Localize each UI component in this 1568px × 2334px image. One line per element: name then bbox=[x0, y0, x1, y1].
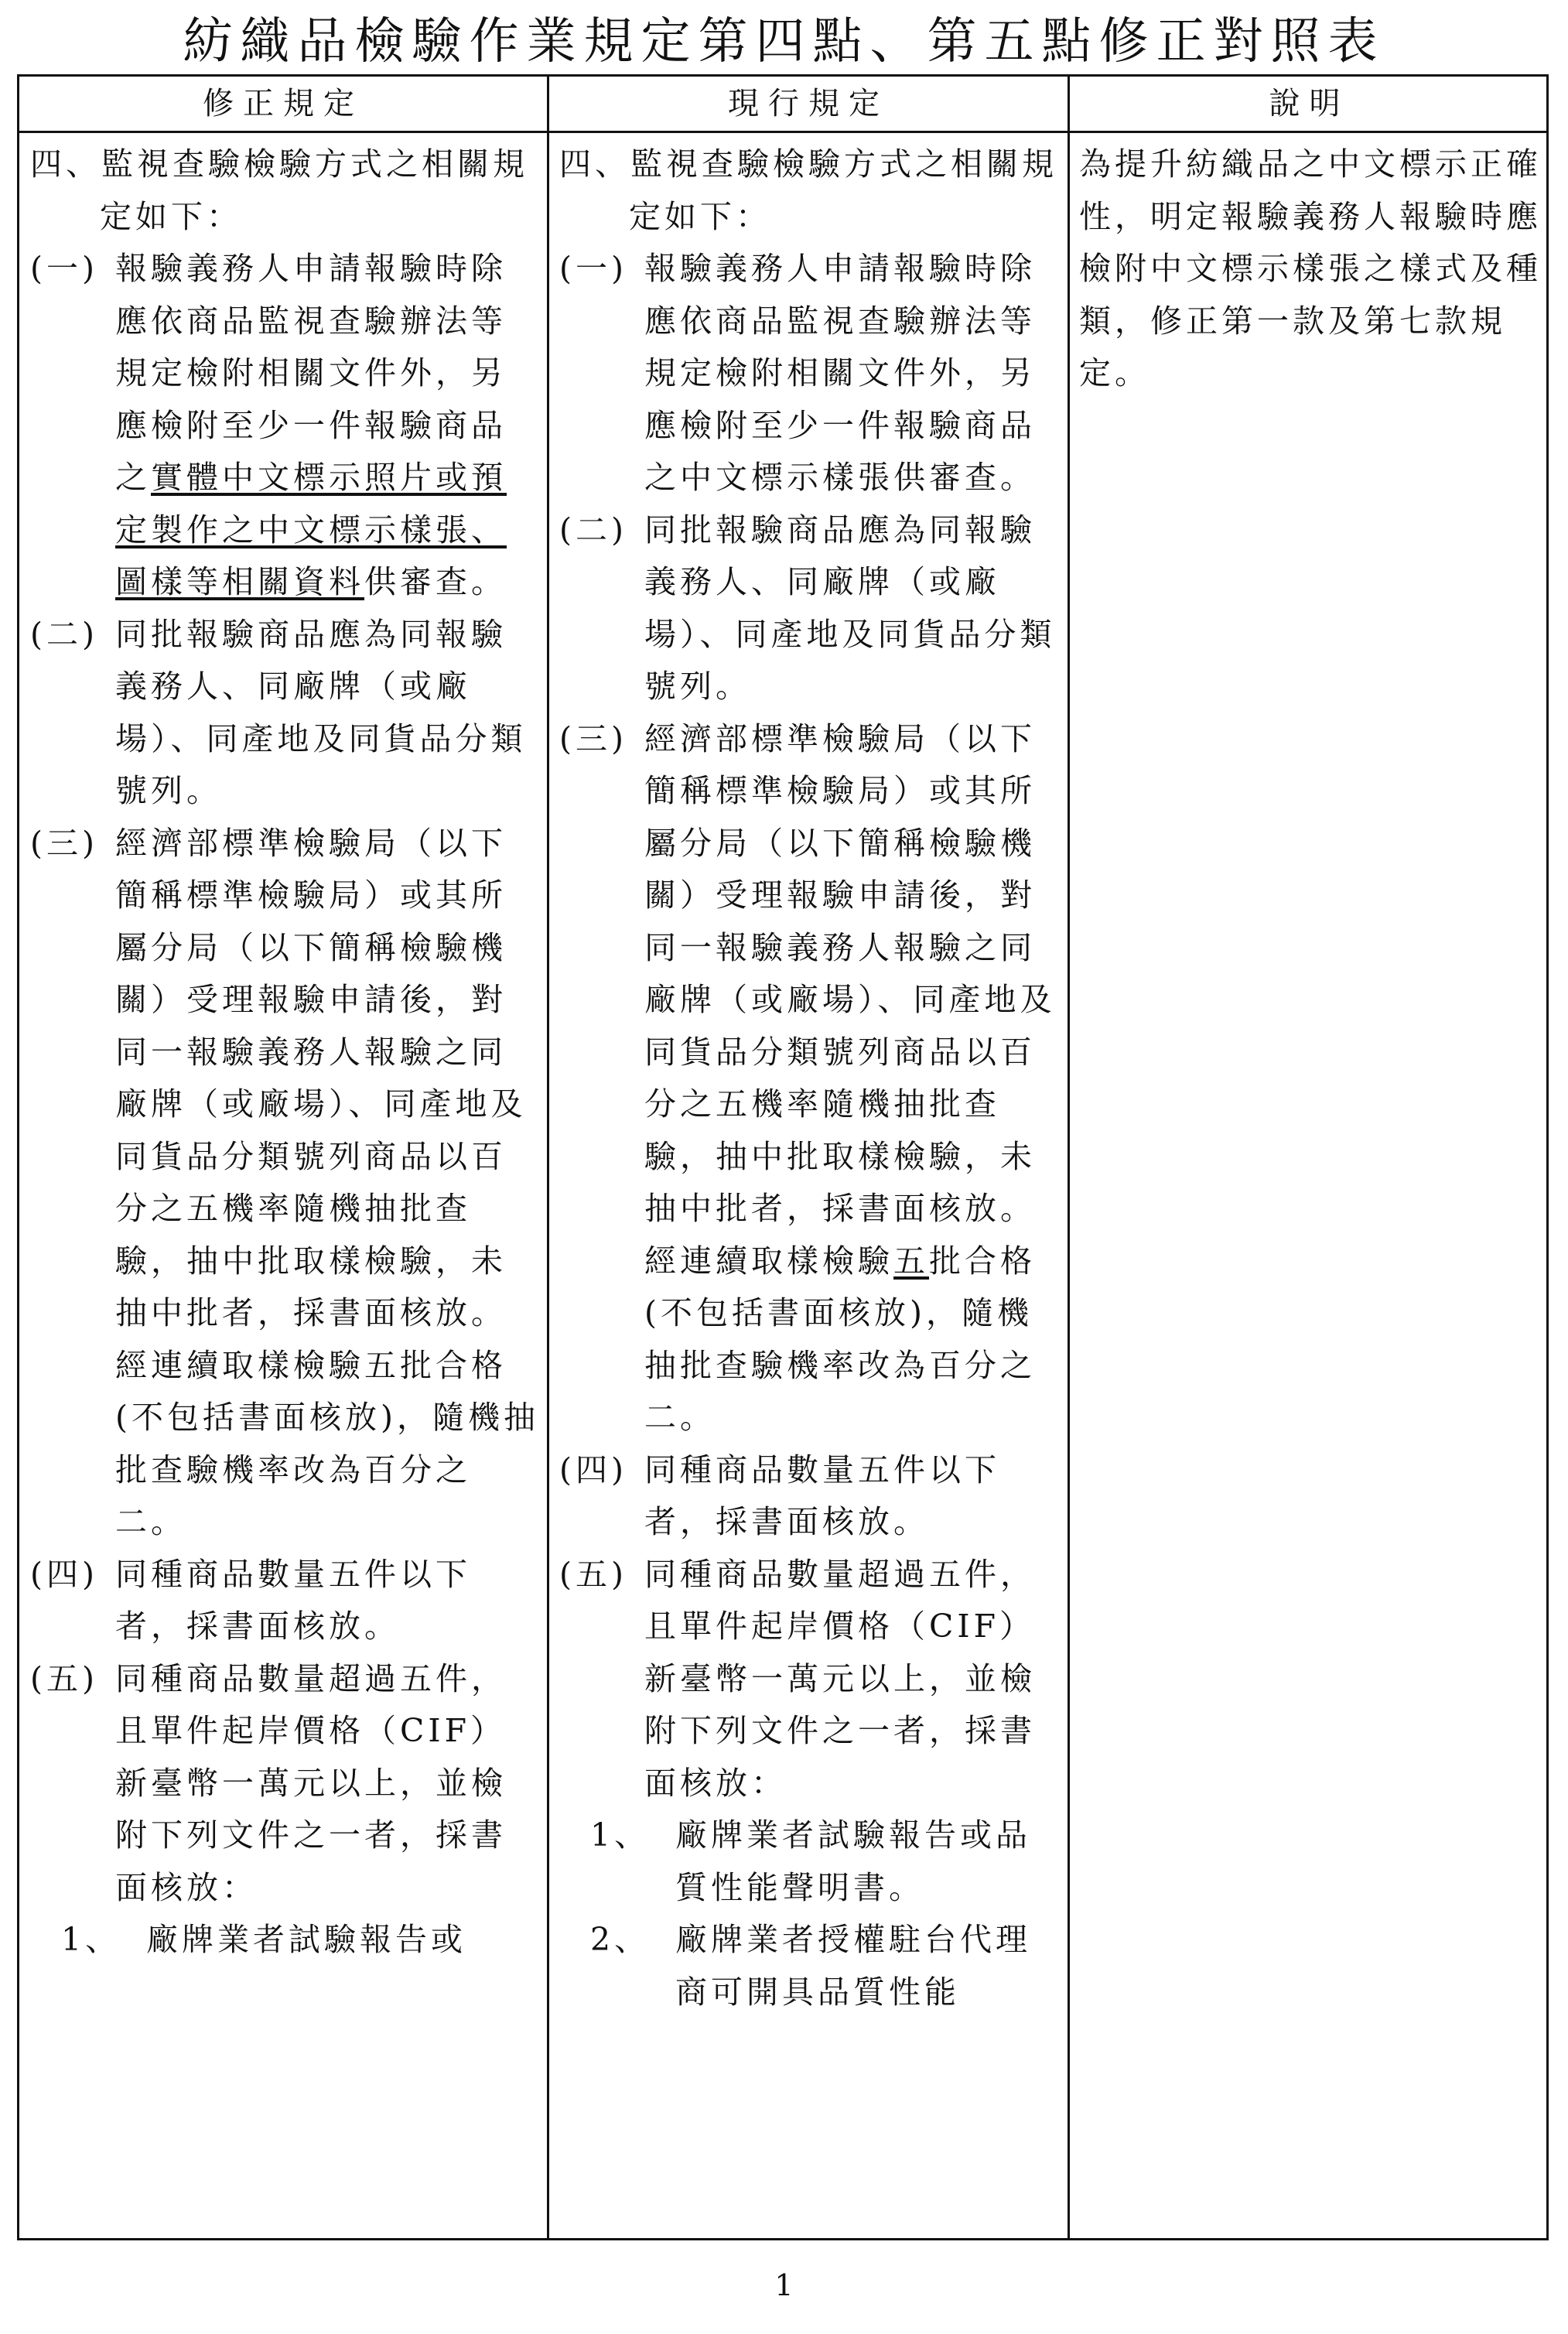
header-amended: 修正規定 bbox=[203, 86, 364, 121]
amended-text: 五 bbox=[893, 1242, 929, 1280]
list-item bbox=[559, 1914, 1061, 2018]
list-item bbox=[30, 818, 541, 1549]
list-item-text: 同種商品數量超過五件，且單件起岸價格（CIF）新臺幣一萬元以上，並檢附下列文件之一者，採書面核放： bbox=[115, 1659, 507, 1906]
list-item-marker: (四) bbox=[30, 1555, 98, 1593]
list-item-text: 同種商品數量五件以下者，採書面核放。 bbox=[115, 1555, 471, 1645]
list-item-marker: 1、 bbox=[590, 1816, 651, 1854]
list-item-text: 報驗義務人申請報驗時除應依商品監視查驗辦法等規定檢附相關文件外，另應檢附至少一件報驗商品之 bbox=[115, 250, 507, 496]
list-item-text: 經濟部標準檢驗局（以下簡稱標準檢驗局）或其所屬分局（以下簡稱檢驗機關）受理報驗申請後，對同一報驗義務人報驗之同廠牌（或廠場）、同產地及同貨品分類號列商品以百分之五機率隨機抽批查驗，抽中批取樣檢驗，未抽中批者，採書面核放。經連續取樣檢驗五批合格(不包括書面核放)，隨機抽批查驗機率改為百分之二。 bbox=[115, 824, 539, 1540]
list-item-marker: (二) bbox=[559, 511, 627, 548]
list-item bbox=[559, 713, 1061, 1444]
amended-column bbox=[30, 138, 541, 1967]
list-item-text: 經濟部標準檢驗局（以下簡稱標準檢驗局）或其所屬分局（以下簡稱檢驗機關）受理報驗申請後，對同一報驗義務人報驗之同廠牌（或廠場）、同產地及同貨品分類號列商品以百分之五機率隨機抽批查驗，抽中批取樣檢驗，未抽中批者，採書面核放。經連續取樣檢驗 bbox=[644, 719, 1056, 1280]
list-item-text: 廠牌業者授權駐台代理商可開具品質性能 bbox=[675, 1921, 1031, 2011]
list-item-marker: (五) bbox=[559, 1555, 627, 1593]
list-item-text: 同批報驗商品應為同報驗義務人、同廠牌（或廠場）、同產地及同貨品分類號列。 bbox=[115, 615, 527, 809]
list-item-text: 廠牌業者試驗報告或 bbox=[146, 1921, 466, 1958]
clause-heading: 四、監視查驗檢驗方式之相關規定如下： bbox=[559, 145, 1057, 235]
list-item bbox=[559, 243, 1061, 504]
explanation-text: 為提升紡織品之中文標示正確性，明定報驗義務人報驗時應檢附中文標示樣張之樣式及種類，修正第一款及第七款規定。 bbox=[1079, 145, 1542, 391]
header-current: 現行規定 bbox=[728, 86, 889, 121]
amended-text: 實體中文標示照片或預定製作之中文標示樣張、圖樣等相關資料 bbox=[115, 459, 507, 600]
list-item-text: 報驗義務人申請報驗時除應依商品監視查驗辦法等規定檢附相關文件外，另應檢附至少一件報驗商品之中文標示樣張供審查。 bbox=[644, 250, 1036, 496]
list-item-text: 供審查。 bbox=[364, 563, 507, 600]
current-column bbox=[559, 138, 1061, 2018]
list-item-marker: (一) bbox=[559, 250, 627, 287]
list-item-marker: 1、 bbox=[61, 1921, 121, 1958]
list-item-marker: (五) bbox=[30, 1659, 98, 1697]
column-divider bbox=[547, 77, 549, 2238]
header-explanation: 說明 bbox=[1269, 86, 1350, 121]
list-item-text: 廠牌業者試驗報告或品質性能聲明書。 bbox=[675, 1816, 1031, 1906]
list-item bbox=[559, 1809, 1061, 1914]
list-item-marker: (三) bbox=[559, 719, 627, 757]
clause-heading: 四、監視查驗檢驗方式之相關規定如下： bbox=[30, 145, 528, 235]
list-item-marker: 2、 bbox=[590, 1921, 651, 1958]
header-divider bbox=[19, 131, 1546, 133]
list-item-text: 同種商品數量五件以下者，採書面核放。 bbox=[644, 1451, 1000, 1540]
explanation-column bbox=[1079, 138, 1542, 400]
comparison-table bbox=[17, 74, 1549, 2240]
list-item-marker: (一) bbox=[30, 250, 98, 287]
list-item bbox=[30, 1549, 541, 1653]
column-divider bbox=[1068, 77, 1070, 2238]
list-item-text: 同批報驗商品應為同報驗義務人、同廠牌（或廠場）、同產地及同貨品分類號列。 bbox=[644, 511, 1056, 705]
list-item bbox=[559, 1549, 1061, 1810]
list-item bbox=[30, 1653, 541, 1915]
list-item bbox=[559, 1444, 1061, 1549]
list-item bbox=[30, 609, 541, 818]
list-item-marker: (四) bbox=[559, 1451, 627, 1488]
page-number: 1 bbox=[774, 2268, 794, 2302]
list-item bbox=[30, 243, 541, 609]
document-title: 紡織品檢驗作業規定第四點、第五點修正對照表 bbox=[183, 13, 1385, 70]
list-item-text: 批合格(不包括書面核放)，隨機抽批查驗機率改為百分之二。 bbox=[644, 1242, 1036, 1436]
list-item-marker: (三) bbox=[30, 824, 98, 862]
list-item-text: 同種商品數量超過五件，且單件起岸價格（CIF）新臺幣一萬元以上，並檢附下列文件之一者，採書面核放： bbox=[644, 1555, 1036, 1802]
list-item bbox=[559, 504, 1061, 713]
list-item-marker: (二) bbox=[30, 615, 98, 653]
list-item bbox=[30, 1914, 541, 1967]
